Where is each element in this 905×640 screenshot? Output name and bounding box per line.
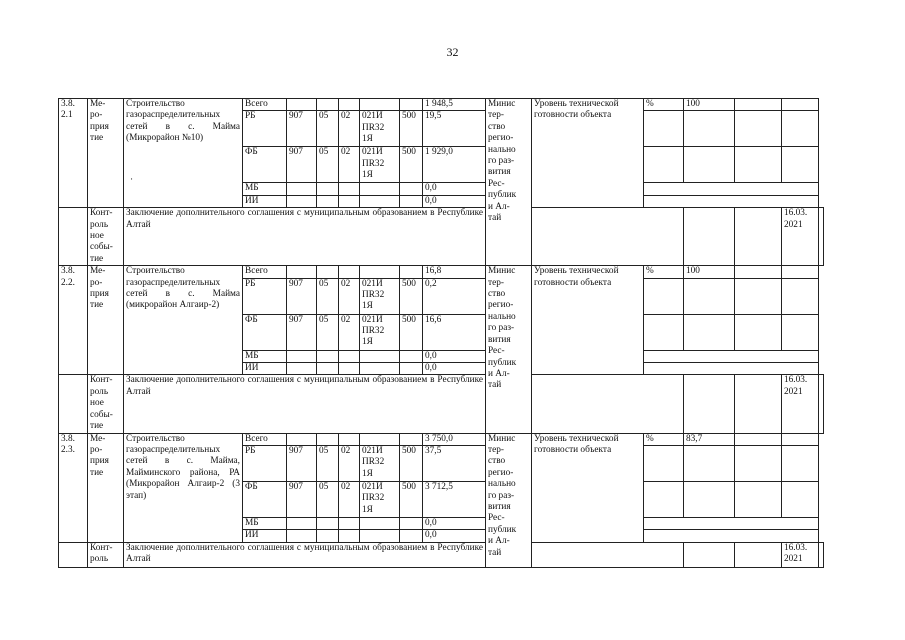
budget-code-section: [317, 363, 339, 375]
empty-cell: [782, 147, 819, 183]
budget-code-type: [400, 195, 423, 207]
budget-code-section: 05: [317, 147, 339, 183]
control-kind: Конт- роль ное собы- тие: [88, 375, 124, 433]
budget-code-type: 500: [400, 111, 423, 147]
funding-amount: 16,8: [423, 266, 486, 278]
funding-amount: 3 750,0: [423, 433, 486, 445]
funding-amount: 3 712,5: [423, 481, 486, 517]
measure-name-text: Строительство газораспределительных сетей в с. Майма, Майминского района, РА (Микрорайон Алгаир-2 (3 этап): [126, 433, 240, 501]
empty-cell: [644, 530, 819, 542]
empty-cell: [644, 147, 684, 183]
budget-code-admin: 907: [287, 445, 317, 481]
budget-code-target: [360, 517, 400, 529]
measure-name: [124, 266, 243, 375]
measure-name-text: Строительство газораспределительных сетей в с. Майма (микрорайон Алгаир-2): [126, 266, 240, 311]
funding-amount: 0,0: [423, 517, 486, 529]
empty-cell: [684, 481, 735, 517]
measure-number: 3.8. 2.2.: [59, 266, 88, 375]
empty-cell: [782, 314, 819, 350]
measures-table: [58, 98, 824, 568]
budget-code-target: 021И ПR32 1Я: [360, 111, 400, 147]
empty-cell: [735, 208, 782, 266]
budget-code-admin: 907: [287, 111, 317, 147]
budget-code-admin: [287, 530, 317, 542]
page-number: 32: [446, 45, 459, 59]
measure-kind: Ме- ро- прия тие: [88, 433, 124, 542]
empty-cell: [644, 445, 684, 481]
budget-code-type: [400, 266, 423, 278]
funding-amount: 16,6: [423, 314, 486, 350]
budget-code-admin: 907: [287, 481, 317, 517]
budget-code-section: 05: [317, 481, 339, 517]
empty-cell: [819, 375, 824, 433]
budget-code-subsection: 02: [339, 481, 360, 517]
budget-code-target: [360, 99, 400, 111]
budget-code-target: [360, 350, 400, 362]
budget-code-section: [317, 183, 339, 195]
indicator: Уровень технической готовности объекта: [532, 99, 644, 208]
funding-source: МБ: [243, 517, 287, 529]
budget-code-admin: 907: [287, 147, 317, 183]
measure-number: 3.8. 2.1: [59, 99, 88, 208]
budget-code-target: [360, 195, 400, 207]
spacer-cell: [59, 375, 88, 433]
budget-code-admin: [287, 517, 317, 529]
empty-cell: [782, 266, 819, 278]
indicator-value: 100: [684, 266, 735, 278]
budget-code-subsection: [339, 266, 360, 278]
indicator-value: 83,7: [684, 433, 735, 445]
empty-cell: [684, 542, 735, 567]
spacer-cell: [59, 208, 88, 266]
budget-code-admin: [287, 350, 317, 362]
budget-code-target: [360, 433, 400, 445]
control-date: 16.03. 2021: [782, 375, 819, 433]
budget-code-target: 021И ПR32 1Я: [360, 445, 400, 481]
budget-code-subsection: [339, 433, 360, 445]
budget-code-subsection: 02: [339, 147, 360, 183]
funding-source: МБ: [243, 350, 287, 362]
empty-cell: [735, 314, 782, 350]
empty-cell: [532, 542, 684, 567]
measure-kind: Ме- ро- прия тие: [88, 266, 124, 375]
budget-code-subsection: 02: [339, 314, 360, 350]
empty-cell: [684, 111, 735, 147]
funding-amount: 0,0: [423, 195, 486, 207]
funding-source: РБ: [243, 445, 287, 481]
budget-code-type: [400, 517, 423, 529]
budget-code-subsection: [339, 530, 360, 542]
funding-amount: 0,2: [423, 278, 486, 314]
empty-cell: [735, 278, 782, 314]
funding-amount: 1 929,0: [423, 147, 486, 183]
empty-cell: [644, 111, 684, 147]
empty-cell: [644, 350, 819, 362]
empty-cell: [684, 445, 735, 481]
measure-name: [124, 433, 243, 542]
budget-code-type: 500: [400, 445, 423, 481]
measure-kind: Ме- ро- прия тие: [88, 99, 124, 208]
empty-cell: [644, 314, 684, 350]
budget-code-section: [317, 530, 339, 542]
control-date: 16.03. 2021: [782, 542, 819, 567]
empty-cell: [782, 111, 819, 147]
indicator-value: 100: [684, 99, 735, 111]
control-event-text: Заключение дополнительного соглашения с муниципальным образованием в Республике Алтай: [124, 375, 486, 433]
budget-code-type: [400, 183, 423, 195]
empty-cell: [684, 278, 735, 314]
empty-cell: [819, 542, 824, 567]
budget-code-type: [400, 350, 423, 362]
empty-cell: [644, 481, 684, 517]
funding-source: ФБ: [243, 481, 287, 517]
budget-code-type: [400, 99, 423, 111]
funding-source: ФБ: [243, 314, 287, 350]
empty-cell: [735, 433, 782, 445]
budget-code-target: 021И ПR32 1Я: [360, 147, 400, 183]
budget-code-subsection: [339, 183, 360, 195]
budget-code-admin: [287, 433, 317, 445]
executor: Минис тер- ство регио- нально го раз- вития Рес- публик и Ал- тай: [486, 433, 532, 567]
funding-amount: 0,0: [423, 183, 486, 195]
budget-code-section: [317, 99, 339, 111]
funding-amount: 37,5: [423, 445, 486, 481]
empty-cell: [782, 445, 819, 481]
executor: Минис тер- ство регио- нально го раз- вития Рес- публик и Ал- тай: [486, 266, 532, 433]
control-event-text: Заключение дополнительного соглашения с муниципальным образованием в Республике Алтай: [124, 542, 486, 567]
funding-source: ИИ: [243, 195, 287, 207]
budget-code-subsection: [339, 363, 360, 375]
control-event-text: Заключение дополнительного соглашения с муниципальным образованием в Республике Алтай: [124, 208, 486, 266]
funding-source: ИИ: [243, 363, 287, 375]
budget-code-section: 05: [317, 278, 339, 314]
empty-cell: [684, 314, 735, 350]
budget-code-subsection: [339, 517, 360, 529]
budget-code-subsection: 02: [339, 278, 360, 314]
budget-code-type: 500: [400, 481, 423, 517]
budget-code-target: 021И ПR32 1Я: [360, 481, 400, 517]
empty-cell: [735, 99, 782, 111]
budget-code-section: [317, 433, 339, 445]
funding-source: Всего: [243, 433, 287, 445]
budget-code-section: [317, 266, 339, 278]
funding-amount: 0,0: [423, 530, 486, 542]
funding-amount: 1 948,5: [423, 99, 486, 111]
budget-code-admin: 907: [287, 314, 317, 350]
executor: Минис тер- ство регио- нально го раз- вития Рес- публик и Ал- тай: [486, 99, 532, 266]
indicator-unit: %: [644, 433, 684, 445]
funding-amount: 0,0: [423, 363, 486, 375]
empty-cell: [644, 278, 684, 314]
budget-code-admin: [287, 363, 317, 375]
empty-cell: [644, 517, 819, 529]
control-kind: Конт- роль: [88, 542, 124, 567]
control-date: 16.03. 2021: [782, 208, 819, 266]
empty-cell: [684, 208, 735, 266]
budget-code-target: [360, 266, 400, 278]
empty-cell: [782, 278, 819, 314]
budget-code-section: [317, 195, 339, 207]
empty-cell: [819, 208, 824, 266]
funding-source: ИИ: [243, 530, 287, 542]
funding-source: Всего: [243, 99, 287, 111]
budget-code-type: [400, 530, 423, 542]
budget-code-target: [360, 530, 400, 542]
empty-cell: [644, 183, 819, 195]
budget-code-admin: 907: [287, 278, 317, 314]
funding-source: РБ: [243, 111, 287, 147]
indicator: Уровень технической готовности объекта: [532, 433, 644, 542]
budget-code-type: 500: [400, 147, 423, 183]
indicator-unit: %: [644, 266, 684, 278]
empty-cell: [532, 375, 684, 433]
funding-source: МБ: [243, 183, 287, 195]
budget-code-subsection: [339, 195, 360, 207]
empty-cell: [782, 481, 819, 517]
funding-source: Всего: [243, 266, 287, 278]
indicator: Уровень технической готовности объекта: [532, 266, 644, 375]
indicator-unit: %: [644, 99, 684, 111]
empty-cell: [735, 542, 782, 567]
funding-amount: 19,5: [423, 111, 486, 147]
control-kind: Конт- роль ное собы- тие: [88, 208, 124, 266]
funding-source: РБ: [243, 278, 287, 314]
measure-number: 3.8. 2.3.: [59, 433, 88, 542]
budget-code-section: 05: [317, 445, 339, 481]
empty-cell: [644, 195, 819, 207]
budget-code-type: [400, 363, 423, 375]
budget-code-target: [360, 183, 400, 195]
budget-code-subsection: [339, 350, 360, 362]
budget-code-target: [360, 363, 400, 375]
empty-cell: [735, 111, 782, 147]
budget-code-section: 05: [317, 314, 339, 350]
budget-code-type: 500: [400, 278, 423, 314]
budget-code-type: 500: [400, 314, 423, 350]
budget-code-section: [317, 517, 339, 529]
empty-cell: [684, 147, 735, 183]
empty-cell: [532, 208, 684, 266]
scan-mark: ·: [130, 174, 134, 185]
funding-amount: 0,0: [423, 350, 486, 362]
empty-cell: [735, 147, 782, 183]
budget-code-subsection: 02: [339, 111, 360, 147]
budget-code-subsection: [339, 99, 360, 111]
empty-cell: [735, 445, 782, 481]
funding-source: ФБ: [243, 147, 287, 183]
empty-cell: [644, 363, 819, 375]
budget-code-type: [400, 433, 423, 445]
budget-code-admin: [287, 195, 317, 207]
spacer-cell: [59, 542, 88, 567]
table-body: [59, 99, 824, 568]
measure-name: [124, 99, 243, 208]
empty-cell: [684, 375, 735, 433]
budget-code-admin: [287, 99, 317, 111]
budget-code-subsection: 02: [339, 445, 360, 481]
empty-cell: [735, 481, 782, 517]
empty-cell: [735, 375, 782, 433]
budget-code-admin: [287, 266, 317, 278]
budget-code-target: 021И ПR32 1Я: [360, 278, 400, 314]
empty-cell: [782, 99, 819, 111]
budget-code-section: 05: [317, 111, 339, 147]
budget-code-admin: [287, 183, 317, 195]
budget-code-section: [317, 350, 339, 362]
empty-cell: [782, 433, 819, 445]
empty-cell: [735, 266, 782, 278]
budget-code-target: 021И ПR32 1Я: [360, 314, 400, 350]
measure-name-text: Строительство газораспределительных сетей в с. Майма (Микрорайон №10): [126, 99, 240, 144]
